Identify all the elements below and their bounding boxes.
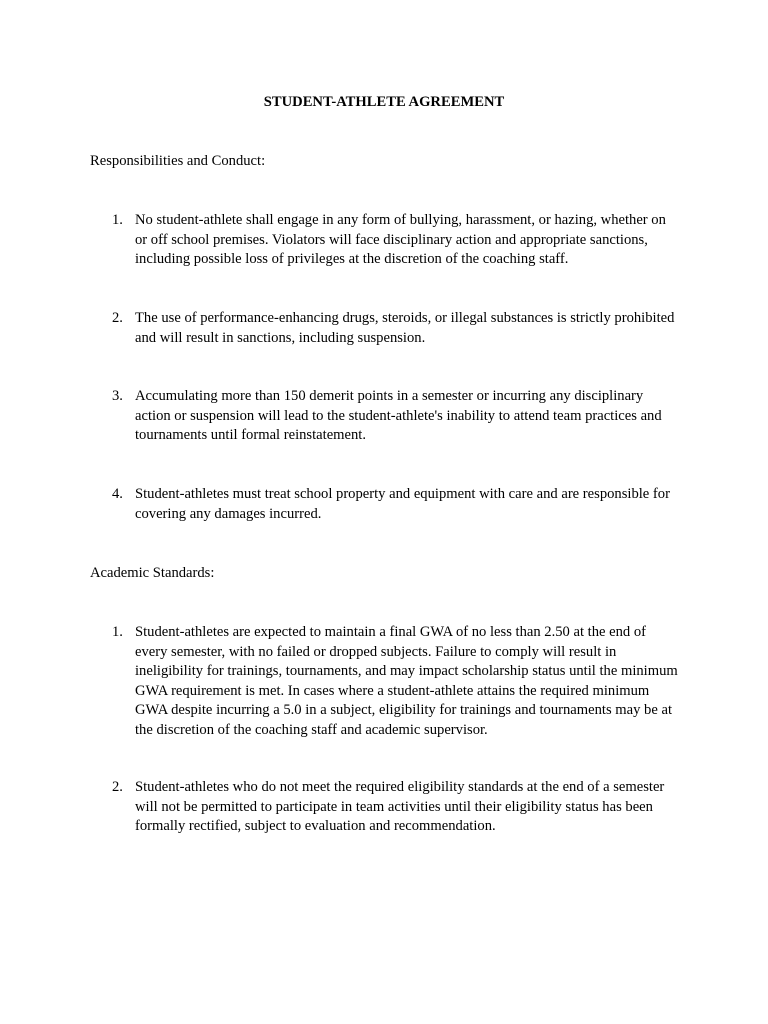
list-item-text: Student-athletes must treat school property and equipment with care and are responsible for covering any damages incurred. — [135, 486, 670, 522]
list-item-number: 3. — [112, 388, 123, 404]
list-item-text: Student-athletes are expected to maintain a final GWA of no less than 2.50 at the end of every semester, with no failed or dropped subjects. Failure to comply will result in ineligibility for trainings, tournaments, and may impact scholarship status until the minimum GWA requirement is met. In cases where a student-athlete attains the required minimum GWA despite incurring a 5.0 in a subject, eligibility for trainings and tournaments may be at the discretion of the coaching staff and academic supervisor. — [135, 624, 678, 738]
list-item — [90, 623, 680, 740]
list-item — [90, 485, 680, 524]
list-item-text: No student-athlete shall engage in any form of bullying, harassment, or hazing, whether on or off school premises. Violators will face disciplinary action and appropriate sanctions, including possible loss of privileges at the discretion of the coaching staff. — [135, 212, 666, 267]
list-item-text: Student-athletes who do not meet the required eligibility standards at the end of a semester will not be permitted to participate in team activities until their eligibility status has been formally rectified, subject to evaluation and recommendation. — [135, 779, 665, 834]
list-item — [90, 387, 680, 446]
list-item-number: 1. — [112, 624, 123, 640]
list-item-number: 4. — [112, 486, 123, 502]
list-item — [90, 211, 680, 270]
list-item — [90, 778, 680, 837]
document-title: STUDENT-ATHLETE AGREEMENT — [263, 94, 505, 110]
list-item-number: 1. — [112, 212, 123, 228]
list-item — [90, 309, 680, 348]
list-item-number: 2. — [112, 310, 123, 326]
section-heading-academic: Academic Standards: — [90, 565, 215, 581]
list-item-text: The use of performance-enhancing drugs, steroids, or illegal substances is strictly prohibited and will result in sanctions, including suspension. — [135, 310, 675, 346]
list-item-text: Accumulating more than 150 demerit points in a semester or incurring any disciplinary action or suspension will lead to the student-athlete's inability to attend team practices and tournaments until formal reinstatement. — [135, 388, 662, 443]
list-item-number: 2. — [112, 779, 123, 795]
section-heading-responsibilities: Responsibilities and Conduct: — [90, 153, 266, 169]
